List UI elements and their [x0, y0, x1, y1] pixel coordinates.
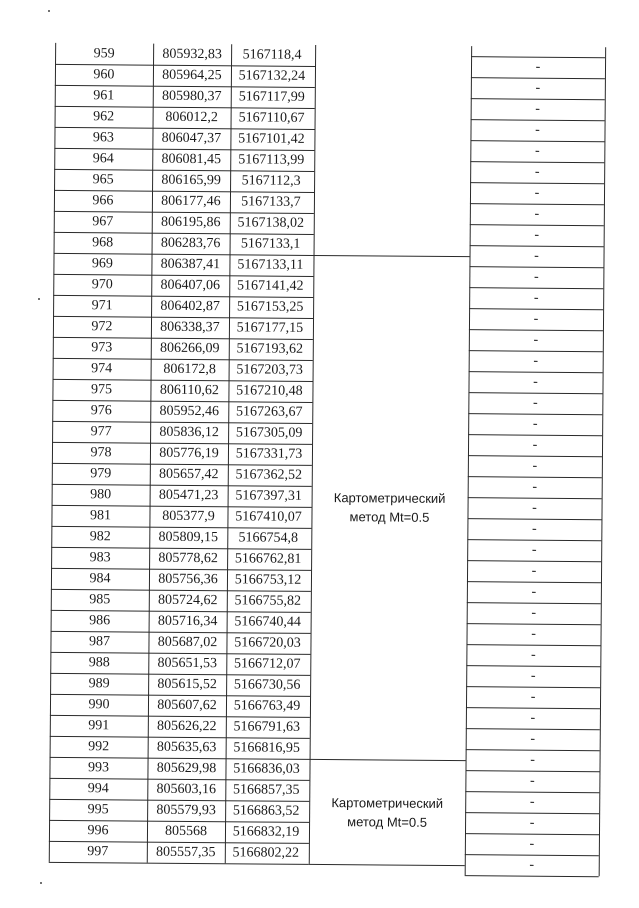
table-row [53, 274, 313, 297]
note-cell: - [534, 206, 540, 222]
coord-x-cell: 806402,87 [160, 298, 220, 315]
note-cell: - [534, 248, 539, 264]
coord-x-cell: 806266,09 [159, 340, 220, 357]
point-number-cell: 975 [90, 382, 113, 398]
table-row [50, 652, 310, 675]
coord-y-cell: 5167118,4 [242, 47, 302, 63]
coord-x-cell: 805932,83 [162, 46, 222, 63]
table-row [54, 211, 314, 234]
table-row [54, 232, 314, 255]
grid-line [465, 875, 599, 877]
coord-x-cell: 805716,34 [157, 613, 218, 630]
point-number-cell: 993 [87, 760, 110, 776]
method-cell [309, 792, 465, 831]
coord-x-cell: 806195,86 [160, 214, 221, 231]
note-cell: - [534, 143, 540, 159]
coord-y-cell: 5167101,42 [238, 131, 305, 147]
table-row [52, 400, 312, 423]
coord-x-cell: 805635,63 [156, 739, 217, 756]
method-cell-line1: Картометрический [333, 490, 446, 506]
table-row [50, 631, 310, 654]
table-row [53, 295, 313, 318]
coord-y-cell: 5166832,19 [232, 824, 300, 840]
note-cell: - [535, 101, 541, 117]
note-cell: - [529, 857, 535, 873]
coord-y-cell: 5167113,99 [238, 152, 305, 168]
note-cell: - [533, 332, 539, 348]
coord-x-cell: 805626,22 [157, 718, 217, 735]
coord-y-cell: 5167210,48 [236, 383, 303, 399]
point-number-cell: 980 [90, 487, 112, 503]
point-number-cell: 985 [89, 592, 111, 608]
table-row [51, 547, 311, 570]
coord-y-cell: 5166753,12 [234, 572, 302, 588]
note-cell: - [534, 185, 540, 201]
coord-x-cell: 805471,23 [158, 487, 219, 504]
table-row [51, 526, 311, 549]
coord-y-cell: 5167132,24 [238, 68, 306, 84]
point-number-cell: 995 [87, 802, 109, 818]
coord-y-cell: 5167203,73 [236, 362, 303, 378]
coord-y-cell: 5167133,7 [241, 194, 301, 210]
note-cell: - [529, 794, 535, 810]
note-cell: - [531, 626, 536, 642]
note-cell: - [530, 731, 536, 747]
coord-y-cell: 5167138,02 [237, 215, 305, 231]
coord-x-cell: 805724,62 [158, 592, 218, 609]
point-number-cell: 991 [88, 718, 110, 734]
table-row [51, 610, 311, 633]
point-number-cell: 971 [91, 298, 113, 314]
note-cell: - [533, 290, 539, 306]
coord-x-cell: 805651,53 [157, 655, 218, 672]
coord-y-cell: 5167117,99 [238, 89, 305, 105]
table-row [53, 337, 313, 360]
table-row [52, 421, 312, 444]
table-row [51, 589, 311, 612]
note-cell: - [535, 80, 541, 96]
coord-x-cell: 805964,25 [162, 67, 222, 84]
point-number-cell: 969 [91, 256, 114, 272]
note-cell: - [533, 374, 538, 390]
table-row [50, 694, 310, 717]
note-cell: - [532, 500, 537, 516]
coord-x-cell: 806407,06 [160, 277, 221, 294]
table-row [52, 442, 312, 465]
coord-x-cell: 805607,62 [157, 697, 217, 714]
coord-y-cell: 5166836,03 [233, 761, 300, 777]
coord-x-cell: 805687,02 [157, 634, 218, 651]
table-row [52, 484, 312, 507]
coord-y-cell: 5167331,73 [235, 446, 303, 462]
note-cell: - [533, 353, 539, 369]
coord-y-cell: 5167193,62 [236, 341, 304, 357]
table-row [49, 820, 309, 843]
coord-y-cell: 5166755,82 [234, 593, 302, 609]
coord-y-cell: 5167110,67 [238, 110, 305, 126]
scan-speck [40, 882, 42, 884]
coord-y-cell: 5167177,15 [236, 320, 304, 336]
point-number-cell: 974 [91, 361, 113, 377]
table-row [55, 85, 315, 108]
coord-y-cell: 5166791,63 [233, 719, 301, 735]
table-row [52, 463, 312, 486]
point-number-cell: 970 [91, 277, 113, 293]
point-number-cell: 979 [90, 466, 112, 482]
point-number-cell: 977 [90, 424, 112, 440]
point-number-cell: 967 [92, 214, 114, 230]
point-number-cell: 984 [89, 571, 111, 587]
coord-x-cell: 805778,62 [158, 550, 218, 567]
coord-y-cell: 5166863,52 [232, 803, 300, 819]
coord-x-cell: 806012,2 [165, 109, 218, 126]
table-row [53, 358, 313, 381]
note-cell: - [529, 836, 535, 852]
coord-x-cell: 805657,42 [158, 466, 219, 483]
point-number-cell: 992 [88, 739, 110, 755]
coord-y-cell: 5166720,03 [234, 635, 301, 651]
table-row [49, 778, 309, 801]
method-cell-line1: Картометрический [331, 794, 444, 811]
coord-x-cell: 805568 [164, 823, 208, 840]
coord-x-cell: 806172,8 [163, 361, 216, 378]
coord-y-cell: 5166754,8 [238, 530, 299, 546]
note-cell: - [535, 122, 540, 138]
table-row [50, 715, 310, 738]
note-cell: - [534, 164, 540, 180]
coord-y-cell: 5166740,44 [234, 614, 301, 630]
note-cell: - [531, 521, 537, 537]
coord-x-cell: 805980,37 [161, 88, 222, 105]
coord-y-cell: 5167133,11 [237, 257, 304, 273]
point-number-cell: 986 [89, 613, 111, 629]
note-cell: - [530, 647, 536, 663]
point-number-cell: 959 [93, 46, 115, 62]
coord-y-cell: 5167153,25 [236, 299, 304, 315]
table-row [55, 43, 315, 66]
point-number-cell: 976 [90, 403, 112, 419]
point-number-cell: 996 [87, 823, 109, 839]
coord-x-cell: 805603,16 [156, 781, 217, 798]
coord-y-cell: 5166762,81 [234, 551, 302, 567]
coord-y-cell: 5167133,1 [240, 236, 301, 252]
coord-y-cell: 5167112,3 [241, 173, 301, 189]
coord-y-cell: 5166857,35 [233, 782, 300, 798]
table-row [49, 841, 309, 864]
note-cell: - [529, 815, 535, 831]
point-number-cell: 988 [88, 655, 110, 671]
table-row [54, 190, 314, 213]
table-row [55, 106, 315, 129]
note-cell: - [533, 311, 539, 327]
table-row [49, 757, 309, 780]
table-row [54, 169, 314, 192]
point-number-cell: 960 [93, 67, 115, 83]
method-group-border [310, 759, 466, 761]
table-row [53, 316, 313, 339]
point-number-cell: 961 [93, 88, 115, 104]
note-cell: - [532, 416, 538, 432]
table-row [50, 736, 310, 759]
note-cell: - [534, 227, 540, 243]
coord-y-cell: 5167305,09 [235, 425, 303, 441]
coord-y-cell: 5167362,52 [235, 467, 303, 483]
note-cell: - [532, 458, 538, 474]
point-number-cell: 983 [89, 550, 111, 566]
point-number-cell: 982 [89, 529, 111, 545]
table-row [55, 64, 315, 87]
point-number-cell: 973 [91, 340, 113, 356]
coord-y-cell: 5166712,07 [234, 656, 301, 672]
table-row [49, 799, 309, 822]
coord-x-cell: 806387,41 [160, 256, 221, 273]
table-row [53, 253, 313, 276]
scan-speck [48, 10, 50, 12]
point-number-cell: 966 [92, 193, 114, 209]
table-row [51, 568, 311, 591]
table-row [54, 148, 314, 171]
coord-x-cell: 806047,37 [161, 130, 222, 147]
note-cell: - [530, 689, 536, 705]
note-cell: - [532, 395, 538, 411]
note-cell: - [530, 710, 536, 726]
point-number-cell: 978 [90, 445, 112, 461]
point-number-cell: 968 [92, 235, 114, 251]
method-cell [311, 488, 467, 527]
method-group-border [309, 864, 465, 866]
coord-y-cell: 5167263,67 [235, 404, 303, 420]
point-number-cell: 964 [92, 151, 114, 167]
table-row [50, 673, 310, 696]
coord-x-cell: 805615,52 [157, 676, 217, 693]
point-number-cell: 994 [87, 781, 109, 797]
coord-y-cell: 5166763,49 [233, 698, 301, 714]
coord-y-cell: 5167397,31 [235, 488, 302, 504]
coord-x-cell: 806338,37 [160, 319, 220, 336]
coord-x-cell: 805809,15 [158, 529, 219, 546]
note-cell: - [532, 437, 538, 453]
coord-x-cell: 805756,36 [158, 571, 218, 588]
coord-x-cell: 806177,46 [161, 193, 221, 210]
point-number-cell: 963 [92, 130, 115, 146]
coord-y-cell: 5166802,22 [232, 845, 300, 861]
table-row [52, 379, 312, 402]
method-cell-line2: метод Mt=0.5 [347, 813, 428, 830]
method-group-border [314, 255, 470, 257]
note-cell: - [535, 59, 541, 75]
point-number-cell: 997 [87, 844, 109, 860]
coord-y-cell: 5167141,42 [236, 278, 304, 294]
coord-x-cell: 805377,9 [162, 508, 215, 525]
note-cell: - [531, 605, 537, 621]
coord-x-cell: 805579,93 [156, 802, 216, 819]
note-cell: - [531, 563, 537, 579]
table-row [54, 127, 314, 150]
point-number-cell: 965 [92, 172, 114, 188]
coord-x-cell: 805776,19 [159, 445, 219, 462]
note-cell: - [533, 269, 539, 285]
coord-y-cell: 5167410,07 [235, 509, 302, 525]
note-cell: - [531, 542, 537, 558]
point-number-cell: 972 [91, 319, 113, 335]
coord-x-cell: 805557,35 [156, 844, 216, 861]
note-cell: - [531, 584, 537, 600]
table-row [51, 505, 311, 528]
point-number-cell: 990 [88, 697, 110, 713]
point-number-cell: 962 [93, 109, 115, 125]
point-number-cell: 987 [88, 634, 111, 650]
note-cell: - [532, 479, 538, 495]
coord-x-cell: 806081,45 [161, 151, 222, 168]
coord-y-cell: 5166816,95 [233, 740, 300, 756]
coord-y-cell: 5166730,56 [233, 677, 301, 693]
note-cell: - [530, 752, 535, 768]
point-number-cell: 981 [89, 508, 112, 524]
coord-x-cell: 805952,46 [159, 403, 220, 420]
coord-x-cell: 805629,98 [156, 760, 217, 777]
coord-x-cell: 805836,12 [159, 424, 219, 441]
note-cell: - [530, 773, 535, 789]
point-number-cell: 989 [88, 676, 110, 692]
coord-x-cell: 806165,99 [161, 172, 221, 189]
scan-speck [38, 298, 40, 300]
coord-x-cell: 806110,62 [159, 382, 220, 399]
coord-x-cell: 806283,76 [160, 235, 221, 252]
method-cell-line2: метод Mt=0.5 [349, 509, 430, 525]
note-cell: - [530, 668, 536, 684]
